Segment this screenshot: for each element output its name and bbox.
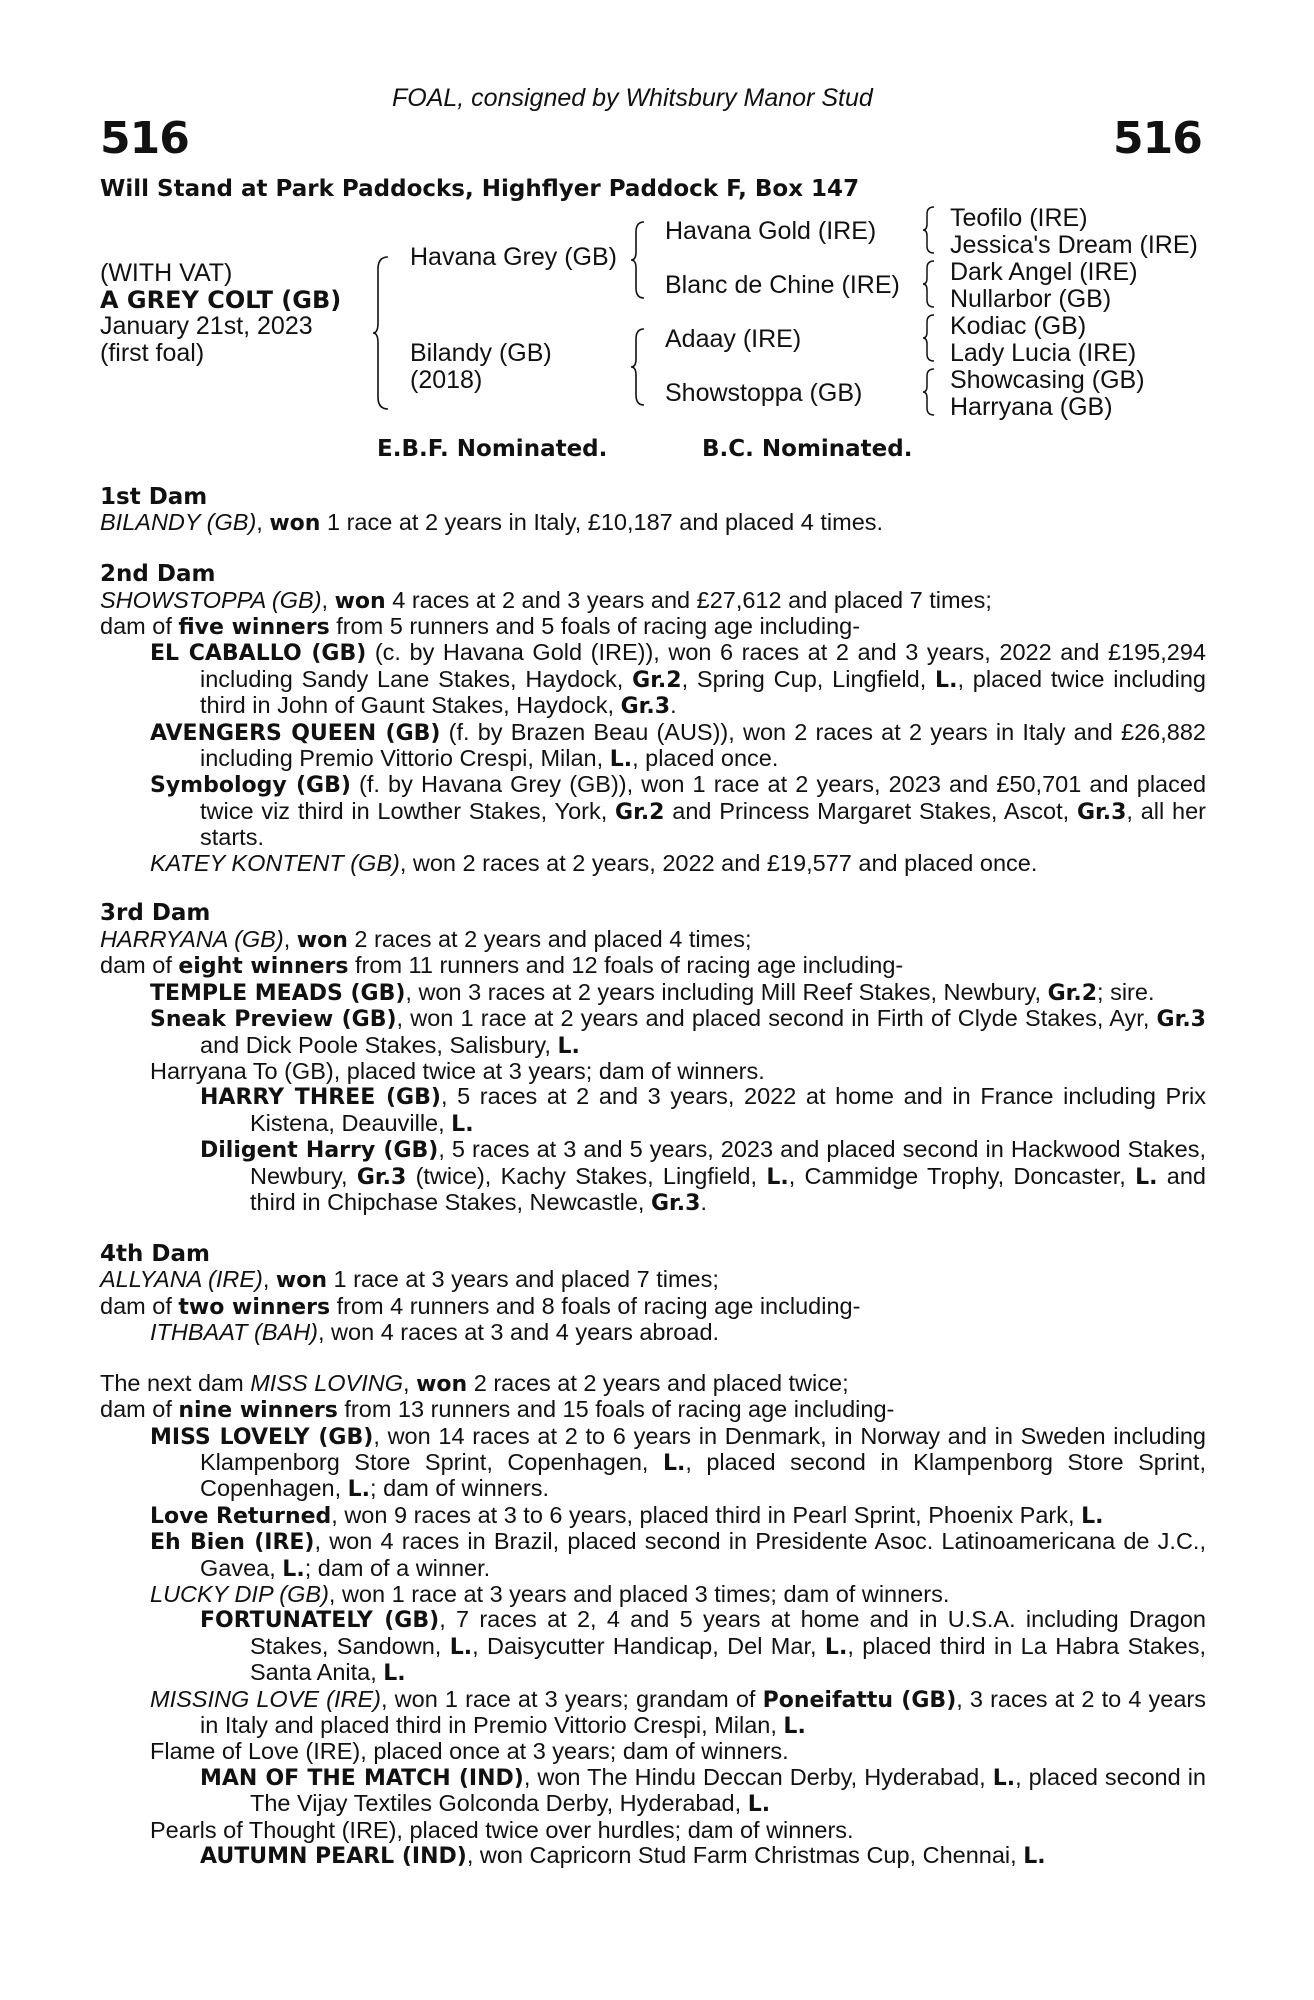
- bold-text: Gr.3: [1076, 799, 1127, 825]
- bold-text: L.: [662, 1450, 686, 1476]
- plain-text: ,: [403, 1369, 417, 1396]
- plain-text: , 7 races at 2, 4 and 5 years at home and in U.S.A. including Dragon Stakes, Sandown,: [250, 1606, 1206, 1659]
- plain-text: dam of: [100, 613, 179, 640]
- plain-text: ; dam of a winner.: [304, 1554, 491, 1581]
- bold-text: five winners: [178, 615, 330, 641]
- plain-text: .: [700, 1188, 707, 1215]
- family-entry: [100, 1503, 1206, 1529]
- gen4-nullarbor: Nullarbor (GB): [950, 285, 1112, 313]
- family-entry: [100, 614, 1206, 640]
- family-entry: [100, 1818, 1206, 1843]
- plain-text: , won Capricorn Stud Farm Christmas Cup, Chennai,: [466, 1842, 1024, 1869]
- plain-text: and Dick Poole Stakes, Salisbury,: [200, 1031, 558, 1058]
- bold-text: L.: [449, 1634, 473, 1660]
- plain-text: Pearls of Thought (IRE), placed twice over hurdles; dam of winners.: [150, 1816, 854, 1843]
- plain-text: 1 race at 3 years and placed 7 times;: [327, 1266, 719, 1293]
- italic-text: HARRYANA (GB): [100, 925, 284, 952]
- family-entry: [100, 1607, 1206, 1686]
- bold-text: Gr.3: [651, 1190, 701, 1216]
- family-entry: [100, 927, 1206, 953]
- bold-text: nine winners: [178, 1398, 338, 1424]
- sire-dam: Blanc de Chine (IRE): [665, 271, 900, 299]
- bold-text: L.: [1135, 1164, 1158, 1190]
- dam-dam: Showstoppa (GB): [665, 379, 863, 407]
- family-entry: [100, 851, 1206, 876]
- plain-text: , won 4 races at 3 and 4 years abroad.: [318, 1318, 720, 1345]
- lot-name: A GREY COLT (GB): [100, 286, 342, 314]
- lot-number-left: 516: [100, 113, 189, 164]
- plain-text: (twice), Kachy Stakes, Lingfield,: [406, 1162, 767, 1189]
- family-entry: [100, 1424, 1206, 1503]
- plain-text: , won 3 races at 2 years including Mill Reef Stakes, Newbury,: [405, 978, 1048, 1005]
- family-entry: [100, 953, 1206, 979]
- brace-sire-line: [630, 220, 646, 300]
- italic-text: MISSING LOVE (IRE): [150, 1685, 382, 1712]
- plain-text: from 5 runners and 5 foals of racing age including-: [329, 613, 861, 640]
- plain-text: , won 1 race at 2 years and placed second in Firth of Clyde Stakes, Ayr,: [396, 1005, 1157, 1032]
- foaling-date: January 21st, 2023: [100, 312, 313, 340]
- plain-text: ,: [283, 925, 297, 952]
- bold-text: MAN OF THE MATCH (IND): [200, 1765, 524, 1791]
- plain-text: dam of: [100, 1396, 179, 1423]
- vat-note: (WITH VAT): [100, 259, 233, 287]
- lot-number-right: 516: [1113, 113, 1202, 164]
- bold-text: won: [334, 588, 386, 614]
- gen4-harryana: Harryana (GB): [950, 393, 1113, 421]
- bold-text: L.: [747, 1792, 771, 1818]
- dam-heading: 3rd Dam: [100, 900, 211, 927]
- family-entry: [100, 1582, 1206, 1607]
- bold-text: EL CABALLO (GB): [150, 641, 367, 667]
- dam: Bilandy (GB): [410, 339, 552, 367]
- bold-text: won: [416, 1371, 468, 1397]
- plain-text: , won 14 races at 2 to 6 years in Denmark, in Norway and in Sweden including Klampenborg Store Sprint, Copenhagen,: [200, 1422, 1206, 1475]
- bold-text: Eh Bien (IRE): [150, 1530, 315, 1556]
- plain-text: , won 4 races in Brazil, placed second in Presidente Asoc. Latinoamericana de J.C., Gavea,: [200, 1528, 1206, 1581]
- bold-text: AVENGERS QUEEN (GB): [150, 720, 441, 746]
- bold-text: L.: [992, 1765, 1016, 1791]
- plain-text: , won 2 races at 2 years, 2022 and £19,577 and placed once.: [399, 849, 1038, 876]
- family-entry: [100, 1006, 1206, 1059]
- brace-gen3-4: [922, 367, 936, 417]
- family-entry: [100, 510, 1206, 536]
- plain-text: 4 races at 2 and 3 years and £27,612 and placed 7 times;: [385, 586, 992, 613]
- dam-heading: 4th Dam: [100, 1240, 210, 1267]
- family-entry: [100, 1137, 1206, 1216]
- plain-text: , won 9 races at 3 to 6 years, placed third in Pearl Sprint, Phoenix Park,: [331, 1501, 1082, 1528]
- bold-text: L.: [282, 1556, 305, 1582]
- brace-gen3-2: [922, 259, 936, 309]
- dam-section: [100, 1242, 1206, 1346]
- plain-text: 2 races at 2 years and placed 4 times;: [347, 925, 752, 952]
- bold-text: won: [296, 927, 348, 953]
- sire-sire: Havana Gold (IRE): [665, 217, 877, 245]
- family-entry: [100, 1371, 1206, 1397]
- plain-text: , all her starts.: [200, 797, 1206, 851]
- plain-text: dam of: [100, 1292, 179, 1319]
- plain-text: ,: [256, 509, 270, 536]
- italic-text: ALLYANA (IRE): [100, 1266, 263, 1293]
- family-entry: [100, 1267, 1206, 1293]
- plain-text: Flame of Love (IRE), placed once at 3 years; dam of winners.: [150, 1738, 789, 1765]
- brace-gen3-3: [922, 313, 936, 363]
- bold-text: Sneak Preview (GB): [150, 1007, 397, 1033]
- family-entry: [100, 1765, 1206, 1818]
- plain-text: ,: [262, 1266, 276, 1293]
- plain-text: and Princess Margaret Stakes, Ascot,: [664, 797, 1077, 824]
- bold-text: eight winners: [178, 954, 349, 980]
- bold-text: Gr.2: [632, 667, 682, 693]
- family-entry: [100, 1059, 1206, 1084]
- bc-nomination: B.C. Nominated.: [702, 436, 913, 462]
- foal-note: (first foal): [100, 339, 205, 367]
- plain-text: and third in Chipchase Stakes, Newcastle,: [250, 1162, 1206, 1215]
- plain-text: dam of: [100, 952, 179, 979]
- dam-section: [100, 485, 1206, 537]
- plain-text: The next dam: [100, 1369, 251, 1396]
- plain-text: .: [670, 692, 677, 719]
- family-entry: [100, 1529, 1206, 1582]
- bold-text: MISS LOVELY (GB): [150, 1424, 374, 1450]
- bold-text: Love Returned: [150, 1503, 332, 1529]
- family-entry: [100, 1687, 1206, 1740]
- plain-text: 2 races at 2 years and placed twice;: [467, 1369, 849, 1396]
- plain-text: (c. by Havana Gold (IRE)), won 6 races at 2 and 3 years, 2022 and £195,294 including Sandy Lane Stakes, Haydock,: [200, 639, 1206, 692]
- family-entry: [100, 640, 1206, 719]
- italic-text: ITHBAAT (BAH): [150, 1318, 318, 1345]
- dam-year: (2018): [410, 366, 483, 394]
- plain-text: ,: [321, 586, 335, 613]
- italic-text: LUCKY DIP (GB): [150, 1581, 329, 1607]
- bold-text: L.: [383, 1661, 406, 1687]
- bold-text: two winners: [178, 1294, 331, 1320]
- gen4-dark-angel: Dark Angel (IRE): [950, 258, 1138, 286]
- bold-text: won: [275, 1268, 328, 1294]
- family-entry: [100, 1397, 1206, 1423]
- italic-text: BILANDY (GB): [100, 509, 257, 536]
- dam-section: [100, 901, 1206, 1216]
- plain-text: , won 1 race at 3 years and placed 3 times; dam of winners.: [328, 1581, 950, 1607]
- plain-text: from 11 runners and 12 foals of racing age including-: [348, 952, 904, 979]
- italic-text: MISS LOVING: [250, 1369, 404, 1396]
- bold-text: L.: [1081, 1503, 1104, 1529]
- plain-text: , 5 races at 2 and 3 years, 2022 at home and in France including Prix Kistena, Deauville,: [250, 1083, 1206, 1136]
- bold-text: TEMPLE MEADS (GB): [150, 980, 406, 1006]
- bold-text: L.: [766, 1164, 789, 1190]
- family-entry: [100, 772, 1206, 850]
- dam-heading: 2nd Dam: [100, 561, 216, 588]
- bold-text: Diligent Harry (GB): [200, 1138, 439, 1164]
- plain-text: , won 1 race at 3 years; grandam of: [381, 1685, 763, 1712]
- bold-text: L.: [557, 1033, 580, 1059]
- bold-text: Gr.3: [356, 1164, 407, 1190]
- plain-text: , placed second in Klampenborg Store Sprint, Copenhagen,: [200, 1448, 1206, 1502]
- bold-text: L.: [451, 1111, 474, 1137]
- bold-text: Gr.2: [1047, 980, 1098, 1006]
- plain-text: , Spring Cup, Lingfield,: [681, 665, 936, 692]
- family-entry: [100, 1294, 1206, 1320]
- plain-text: , 3 races at 2 to 4 years in Italy and placed third in Premio Vittorio Crespi, Milan,: [200, 1685, 1206, 1739]
- plain-text: (f. by Havana Grey (GB)), won 1 race at 2 years, 2023 and £50,701 and placed twice viz third in Lowther Stakes, York,: [200, 771, 1207, 824]
- family-entry: [100, 980, 1206, 1006]
- brace-gen3-1: [922, 205, 936, 255]
- plain-text: , Daisycutter Handicap, Del Mar,: [472, 1632, 825, 1659]
- plain-text: (f. by Brazen Beau (AUS)), won 2 races at 2 years in Italy and £26,882 including Premio Vittorio Crespi, Milan,: [200, 718, 1206, 772]
- consignment-line: FOAL, consigned by Whitsbury Manor Stud: [392, 84, 873, 112]
- bold-text: L.: [824, 1634, 848, 1660]
- bold-text: Symbology (GB): [150, 773, 351, 799]
- gen4-showcasing: Showcasing (GB): [950, 366, 1145, 394]
- bold-text: L.: [1023, 1844, 1046, 1870]
- family-entry: [100, 1084, 1206, 1137]
- sire: Havana Grey (GB): [410, 243, 618, 271]
- brace-dam-line: [630, 327, 646, 407]
- ebf-nomination: E.B.F. Nominated.: [377, 436, 608, 462]
- plain-text: from 13 runners and 15 foals of racing age including-: [337, 1396, 895, 1423]
- family-entry: [100, 1843, 1206, 1869]
- plain-text: from 4 runners and 8 foals of racing age including-: [330, 1292, 861, 1319]
- family-entry: [100, 1739, 1206, 1764]
- italic-text: SHOWSTOPPA (GB): [100, 586, 322, 613]
- family-entry: [100, 720, 1206, 773]
- family-entry: [100, 588, 1206, 614]
- bold-text: Gr.3: [1156, 1007, 1206, 1033]
- family-details: [100, 485, 1206, 1869]
- bold-text: AUTUMN PEARL (IND): [200, 1844, 467, 1870]
- bold-text: Poneifattu (GB): [762, 1687, 957, 1713]
- plain-text: , placed twice including third in John of Gaunt Stakes, Haydock,: [200, 665, 1206, 719]
- plain-text: , placed once.: [632, 745, 779, 772]
- gen4-teofilo: Teofilo (IRE): [950, 204, 1088, 232]
- gen4-kodiac: Kodiac (GB): [950, 312, 1087, 340]
- bold-text: Gr.3: [620, 694, 671, 720]
- gen4-lady-lucia: Lady Lucia (IRE): [950, 339, 1137, 367]
- dam-section: [100, 1371, 1206, 1870]
- italic-text: KATEY KONTENT (GB): [150, 849, 400, 876]
- plain-text: Harryana To (GB), placed twice at 3 years; dam of winners.: [150, 1057, 765, 1084]
- bold-text: Gr.2: [615, 799, 665, 825]
- bold-text: L.: [347, 1477, 371, 1503]
- plain-text: , 5 races at 3 and 5 years, 2023 and placed second in Hackwood Stakes, Newbury,: [250, 1136, 1206, 1189]
- bold-text: L.: [783, 1714, 806, 1740]
- bold-text: HARRY THREE (GB): [200, 1085, 441, 1111]
- plain-text: , placed third in La Habra Stakes, Santa Anita,: [250, 1632, 1206, 1686]
- gen4-jessicas-dream: Jessica's Dream (IRE): [950, 231, 1198, 259]
- bold-text: L.: [935, 667, 958, 693]
- plain-text: , Cammidge Trophy, Doncaster,: [788, 1162, 1136, 1189]
- bold-text: won: [269, 511, 321, 537]
- stand-location: Will Stand at Park Paddocks, Highflyer Paddock F, Box 147: [100, 176, 860, 202]
- bold-text: L.: [609, 747, 633, 773]
- plain-text: ; dam of winners.: [370, 1475, 549, 1502]
- dam-sire: Adaay (IRE): [665, 325, 802, 353]
- dam-section: [100, 562, 1206, 876]
- family-entry: [100, 1320, 1206, 1345]
- bold-text: FORTUNATELY (GB): [200, 1608, 440, 1634]
- brace-gen1: [372, 255, 390, 411]
- plain-text: , won The Hindu Deccan Derby, Hyderabad,: [523, 1763, 993, 1790]
- plain-text: , placed second in The Vijay Textiles Golconda Derby, Hyderabad,: [250, 1763, 1207, 1817]
- plain-text: 1 race at 2 years in Italy, £10,187 and placed 4 times.: [320, 509, 884, 536]
- plain-text: ; sire.: [1097, 978, 1155, 1005]
- dam-heading: 1st Dam: [100, 484, 208, 510]
